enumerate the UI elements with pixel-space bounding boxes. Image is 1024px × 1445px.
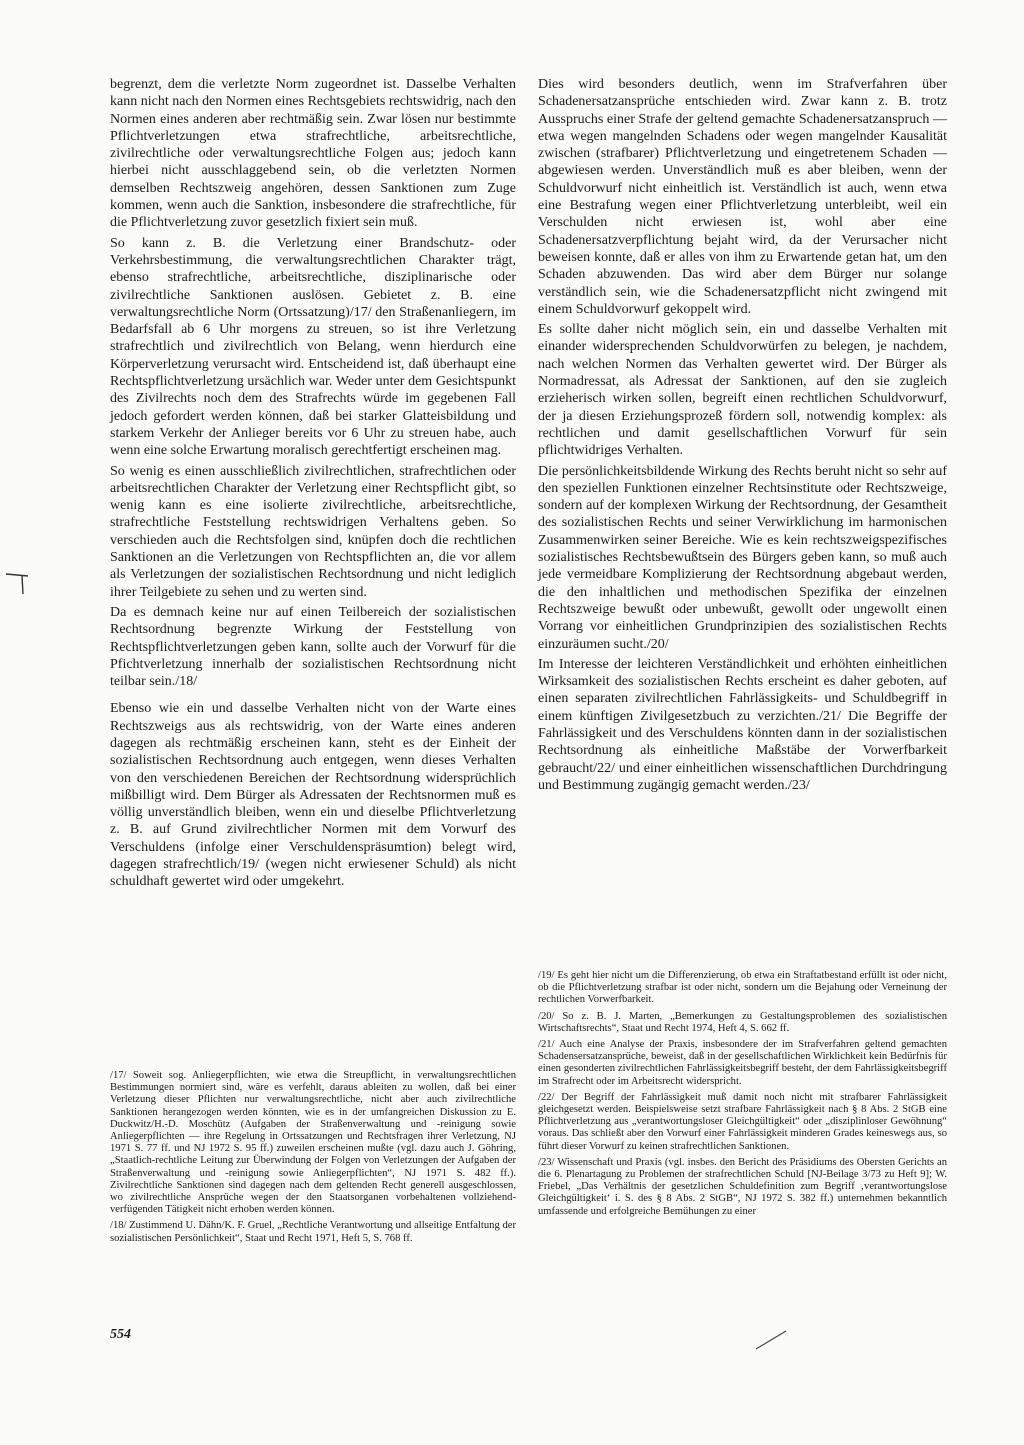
page-number: 554 <box>110 1327 131 1342</box>
footnotes-left <box>110 1070 516 1249</box>
footnote: /17/ Soweit sog. Anliegerpflichten, wie etwa die Streupflicht, in verwaltungsrechtlichen Bestimmungen normiert sind, wäre es verfehlt, daraus ableiten zu wollen, daß bei einer Verletzung dieser Pflichten nur verwaltungsrechtliche, nicht aber auch zivilrechtliche Sanktionen herangezogen werden könnten, wie es in der umfangreichen Diskussion zu E. Duckwitz/H.-D. Moschütz (Aufgaben der Straßenverwaltung und -reinigung sowie Anliegerpflichten — ihre Regelung in Ortssatzungen und Rechtsfragen ihrer Verletzung, NJ 1971 S. 77 ff. und NJ 1972 S. 95 ff.) zuweilen erscheinen mußte (vgl. dazu auch J. Göhring, „Staatlich-rechtliche Leitung zur Überwindung der Folgen von Verletzungen der Aufgaben der Straßenverwaltung und -reinigung sowie Anliegerpflichten“, NJ 1971 S. 482 ff.). Zivilrechtliche Sanktionen sind dagegen nach dem geltenden Recht generell ausgeschlossen, wo zivilrechtliche Ansprüche wegen der den Staatsorganen vorbehaltenen vollziehend-verfügenden Tätigkeit nicht erhoben werden können. <box>110 1070 516 1216</box>
footnote: /19/ Es geht hier nicht um die Differenzierung, ob etwa ein Straftatbestand erfüllt ist oder nicht, ob die Pflichtverletzung strafbar ist oder nicht, sondern um die Bejahung oder Verneinung der rechtlichen Vorwerfbarkeit. <box>538 970 947 1006</box>
footnote: /20/ So z. B. J. Marten, „Bemerkungen zu Gestaltungsproblemen des sozialistischen Wirtschaftsrechts“, Staat und Recht 1974, Heft 4, S. 662 ff. <box>538 1010 947 1034</box>
footnotes-right <box>538 970 947 1222</box>
body-paragraph: Es sollte daher nicht möglich sein, ein und dasselbe Verhalten mit einander widersprechenden Schuldvorwürfen zu belegen, je nachdem, nach welchen Normen das Verhalten gewertet wird. Der Bürger als Normadressat, als Adressat der Sanktionen, auf den sie zugleich erzieherisch wirken sollen, begreift einen rechtlichen Schuldvorwurf, der ja diesen Erziehungsprozeß fördern soll, notwendig komplex: als rechtlichen und damit gesellschaftlichen Vorwurf für sein pflichtwidriges Verhalten. <box>538 322 947 459</box>
body-paragraph: Im Interesse der leichteren Verständlichkeit und erhöhten einheitlichen Wirksamkeit des sozialistischen Rechts erscheint es daher geboten, auf einen separaten zivilrechtlichen Fahrlässigkeits- und Schuldbegriff in einem künftigen Zivilgesetzbuch zu verzichten./21/ Die Begriffe der Fahrlässigkeit und des Verschuldens könnten dann in der sozialistischen Rechtsordnung als einheitliche Maßstäbe der Vorwerfbarkeit gebraucht/22/ und einer einheitlichen wissenschaftlichen Durchdringung und Bestimmung zugängig gemacht werden./23/ <box>538 656 947 793</box>
body-paragraph: Ebenso wie ein und dasselbe Verhalten nicht von der Warte eines Rechtszweigs aus als rechtswidrig, von der Warte eines anderen dagegen als rechtmäßig erscheinen kann, steht es der Einheit der sozialistischen Rechtsordnung auch entgegen, wenn dieses Verhalten von den verschiedenen Bereichen der Rechtsordnung widersprüchlich mißbilligt wird. Dem Bürger als Adressaten der Rechtsnormen muß es völlig unverständlich bleiben, wenn ein und dieselbe Pflichtverletzung z. B. auf Grund zivilrechtlicher Normen mit dem Vorwurf des Verschuldens (infolge einer Verschuldenspräsumtion) belegt wird, dagegen strafrechtlich/19/ (wegen nicht erwiesener Schuld) als nicht schuldhaft gewertet wird oder umgekehrt. <box>110 701 516 890</box>
pen-mark-margin <box>2 560 42 600</box>
footnote: /23/ Wissenschaft und Praxis (vgl. insbes. den Bericht des Präsidiums des Obersten Gerichts an die 6. Plenartagung zu Problemen der strafrechtlichen Schuld [NJ-Beilage 3/73 zu Heft 9]; W. Friebel, „Das Verhältnis der gesetzlichen Schuldefinition zum Begriff ‚verantwortungslose Gleichgültigkeit‘ i. S. des § 8 Abs. 2 StGB“, NJ 1972 S. 382 ff.) unternehmen bekanntlich umfassende und erfolgreiche Bemühungen zu einer <box>538 1156 947 1217</box>
footnote: /18/ Zustimmend U. Dähn/K. F. Gruel, „Rechtliche Verantwortung und allseitige Entfaltung der sozialistischen Persönlichkeit“, Staat und Recht 1971, Heft 5, S. 768 ff. <box>110 1220 516 1244</box>
body-paragraph: Die persönlichkeitsbildende Wirkung des Rechts beruht nicht so sehr auf den speziellen Funktionen einzelner Rechtsinstitute oder Rechtszweige, sondern auf der komplexen Wirkung der Rechtsordnung, der Gesamtheit des sozialistischen Rechts und seiner Verwirklichung im harmonischen Zusammenwirken seiner Bereiche. Wie es kein rechtszweigspezifisches sozialistisches Rechtsbewußtsein des Bürgers geben kann, so muß auch jede vermeidbare Komplizierung der Rechtsordnung abgebaut werden, die den inhaltlichen und methodischen Spezifika der einzelnen Rechtszweige bewußt oder unbewußt, gewollt oder ungewollt einen Vorrang vor einheitlichen Grundprinzipien des sozialistischen Rechts einzuräumen sucht./20/ <box>538 463 947 652</box>
pen-mark-bottom <box>752 1325 792 1355</box>
footnote: /22/ Der Begriff der Fahrlässigkeit muß damit noch nicht mit strafbarer Fahrlässigkeit gleichgesetzt werden. Beispielsweise setzt strafbare Fahrlässigkeit nach § 8 Abs. 2 StGB eine Pflichtverletzung aus „verantwortungsloser Gleichgültigkeit“ oder „disziplinloser Gewöhnung“ voraus. Das schließt aber den Vorwurf einer Fahrlässigkeit minderen Grades keineswegs aus, so führt dieser Vorwurf zu keinen strafrechtlichen Sanktionen. <box>538 1091 947 1152</box>
left-column <box>110 76 516 894</box>
body-paragraph: So wenig es einen ausschließlich zivilrechtlichen, strafrechtlichen oder arbeitsrechtlichen Charakter der Verletzung einer Rechtspflicht gibt, so wenig kann es eine isolierte zivilrechtliche, arbeitsrechtliche, strafrechtliche Feststellung rechtswidrigen Verhaltens geben. So verschieden auch die Rechtsfolgen sind, knüpfen doch die rechtlichen Sanktionen an die Verletzungen von Rechtspflichten an, die vor allem als Verletzungen der sozialistischen Rechtsordnung und nicht lediglich ihrer Teilgebiete zu sehen und zu werten sind. <box>110 463 516 600</box>
body-paragraph: Dies wird besonders deutlich, wenn im Strafverfahren über Schadenersatzansprüche entschieden wird. Zwar kann z. B. trotz Ausspruchs einer Strafe der geltend gemachte Schadenersatzanspruch — etwa wegen mangelnden Schadens oder wegen mangelnder Kausalität zwischen (strafbarer) Pflichtverletzung und eingetretenem Schaden — abgewiesen werden. Unverständlich muß es aber bleiben, wenn der Schuldvorwurf nicht einheitlich ist. Verständlich ist auch, wenn etwa eine Bestrafung wegen einer Pflichtverletzung unterbleibt, weil ein Verschulden nicht erwiesen ist, wohl aber eine Schadenersatzverpflichtung bejaht wird, da der Verursacher nicht beweisen konnte, daß er alles von ihm zu Erwartende getan hat, um den Schaden abzuwenden. Das wird aber dem Bürger nur solange verständlich sein, wie die Schadenersatzpflicht nicht zwingend mit einem Schuldvorwurf gekoppelt wird. <box>538 77 947 317</box>
right-column <box>538 76 947 797</box>
body-paragraph: Da es demnach keine nur auf einen Teilbereich der sozialistischen Rechtsordnung begrenzte Wirkung der Feststellung von Rechtspflichtverletzungen geben kann, sollte auch der Vorwurf für die Pfichtverletzung innerhalb der sozialistischen Rechtsordnung nicht teilbar sein./18/ <box>110 604 516 690</box>
footnote: /21/ Auch eine Analyse der Praxis, insbesondere der im Strafverfahren geltend gemachten Schadensersatzansprüche, beweist, daß in der gesellschaftlichen Wirklichkeit kein Bedürfnis für einen gesonderten zivilrechtlichen Fahrlässigkeitsbegriff besteht, der dem Fahrlässigkeitsbegriff im Strafrecht oder im Arbeitsrecht widerspricht. <box>538 1039 947 1087</box>
body-paragraph: begrenzt, dem die verletzte Norm zugeordnet ist. Dasselbe Verhalten kann nicht nach den Normen eines Rechtsgebiets rechtswidrig, nach den Normen eines anderen aber rechtmäßig sein. Zwar lösen nur bestimmte Pflichtverletzungen etwa strafrechtliche, arbeitsrechtliche, zivilrechtliche oder verwaltungsrechtliche Folgen aus; jedoch kann hierbei nicht ausschlaggebend sein, ob die verletzten Normen demselben Rechtszweig angehören, dessen Sanktionen zum Zuge kommen, wenn auch die Sanktion, insbesondere die strafrechtliche, für die Pflichtverletzung zuvor gesetzlich fixiert sein muß. <box>110 77 516 231</box>
body-paragraph: So kann z. B. die Verletzung einer Brandschutz- oder Verkehrsbestimmung, die verwaltungsrechtlichen Charakter trägt, ebenso strafrechtliche, arbeitsrechtliche, disziplinarische oder zivilrechtliche Sanktionen auslösen. Gebietet z. B. eine verwaltungsrechtliche Norm (Ortssatzung)/17/ den Straßenanliegern, im Bedarfsfall ab 6 Uhr morgens zu streuen, so ist ihre Verletzung strafrechtlich und zivilrechtlich von Belang, wenn hierdurch eine Körperverletzung verursacht wird. Entscheidend ist, daß überhaupt eine Rechtspflichtverletzung ursächlich war. Weder unter dem Gesichtspunkt des Zivilrechts noch dem des Strafrechts würde im gegebenen Fall jedoch gefordert werden können, daß bei starker Glatteisbildung und starkem Verkehr der Anlieger bereits vor 6 Uhr zu streuen habe, auch wenn eine solche Erwartung moralisch gerechtfertigt erscheinen mag. <box>110 235 516 459</box>
